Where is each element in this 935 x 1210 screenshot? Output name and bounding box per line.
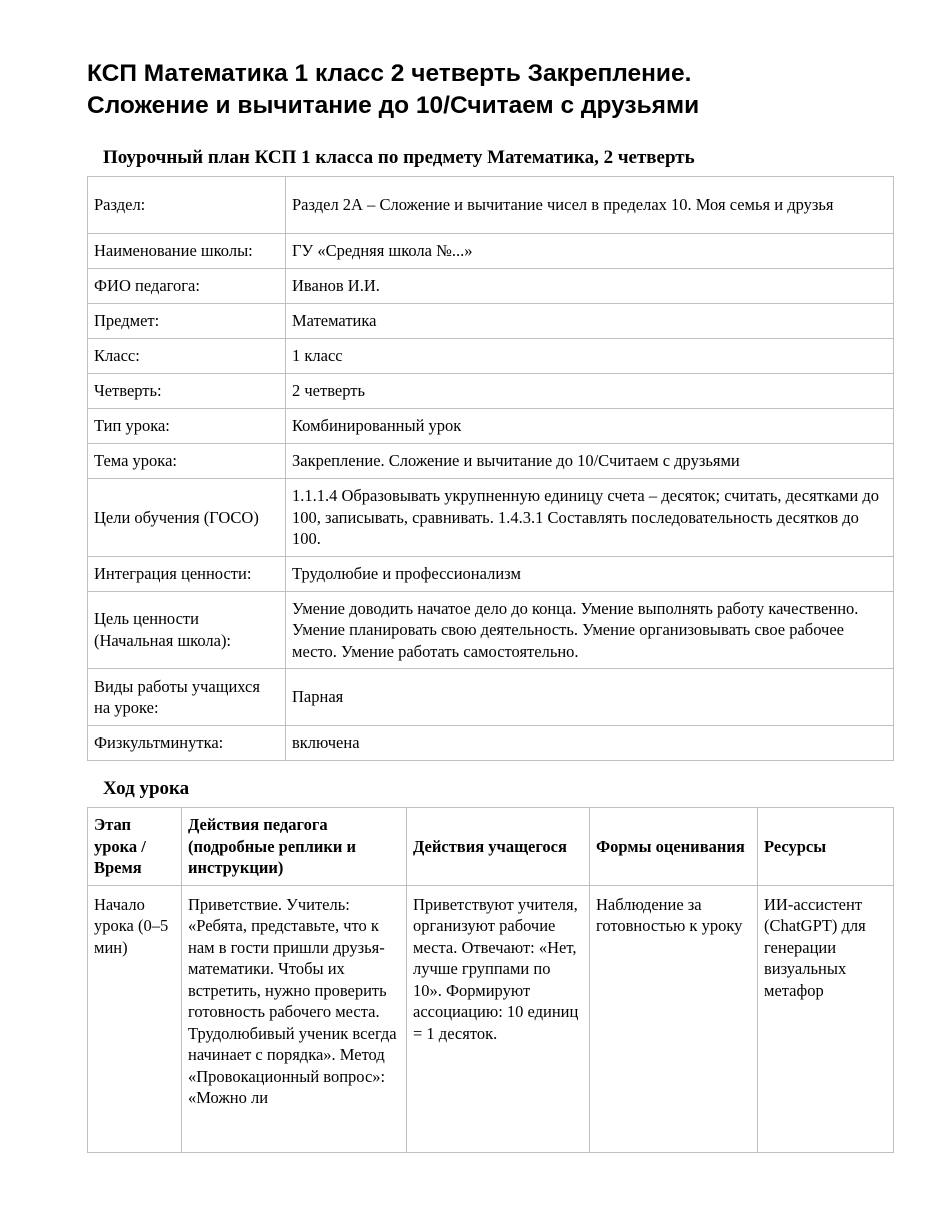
- info-value: 1 класс: [286, 339, 894, 374]
- header-resources: Ресурсы: [758, 808, 894, 886]
- table-row: [88, 374, 894, 409]
- info-label: Предмет:: [88, 304, 286, 339]
- info-label: Раздел:: [88, 177, 286, 234]
- table-row: [88, 726, 894, 761]
- info-value: 2 четверть: [286, 374, 894, 409]
- table-row: [88, 444, 894, 479]
- document-page: [87, 58, 893, 1153]
- info-label: Физкультминутка:: [88, 726, 286, 761]
- info-value: Закрепление. Сложение и вычитание до 10/Считаем с друзьями: [286, 444, 894, 479]
- course-heading: Ход урока: [103, 778, 190, 799]
- header-stage: Этап урока / Время: [88, 808, 182, 886]
- info-value: Парная: [286, 669, 894, 726]
- info-label: Тип урока:: [88, 409, 286, 444]
- info-label: Четверть:: [88, 374, 286, 409]
- table-row: [88, 269, 894, 304]
- header-assessment: Формы оценивания: [590, 808, 758, 886]
- plan-heading: Поурочный план КСП 1 класса по предмету Математика, 2 четверть: [103, 147, 695, 168]
- info-value: Трудолюбие и профессионализм: [286, 556, 894, 591]
- table-row: [88, 339, 894, 374]
- info-label: ФИО педагога:: [88, 269, 286, 304]
- table-row: [88, 885, 894, 1152]
- info-value: 1.1.1.4 Образовывать укрупненную единицу счета – десяток; считать, десятками до 100, записывать, сравнивать. 1.4.3.1 Составлять последовательность десятков до 100.: [286, 479, 894, 557]
- document-title: [87, 58, 893, 122]
- title-line-1: КСП Математика 1 класс 2 четверть Закрепление.: [87, 60, 692, 87]
- info-label: Класс:: [88, 339, 286, 374]
- table-row: [88, 479, 894, 557]
- step-assessment: Наблюдение за готовностью к уроку: [590, 885, 758, 1152]
- info-value: ГУ «Средняя школа №...»: [286, 234, 894, 269]
- table-row: [88, 409, 894, 444]
- step-student: Приветствуют учителя, организуют рабочие места. Отвечают: «Нет, лучше группами по 10». Формируют ассоциацию: 10 единиц = 1 десяток.: [407, 885, 590, 1152]
- step-stage: Начало урока (0–5 мин): [88, 885, 182, 1152]
- table-row: [88, 556, 894, 591]
- table-row: [88, 591, 894, 669]
- table-row: [88, 669, 894, 726]
- header-teacher: Действия педагога (подробные реплики и инструкции): [182, 808, 407, 886]
- step-resources: ИИ-ассистент (ChatGPT) для генерации визуальных метафор: [758, 885, 894, 1152]
- table-row: [88, 304, 894, 339]
- info-label: Цель ценности (Начальная школа):: [88, 591, 286, 669]
- info-label: Наименование школы:: [88, 234, 286, 269]
- table-row: [88, 177, 894, 234]
- info-value: Иванов И.И.: [286, 269, 894, 304]
- step-teacher: Приветствие. Учитель: «Ребята, представьте, что к нам в гости пришли друзья-математики. Чтобы их встретить, нужно проверить готовность рабочего места. Трудолюбивый ученик всегда начинает с порядка». Метод «Провокационный вопрос»: «Можно ли: [182, 885, 407, 1152]
- header-student: Действия учащегося: [407, 808, 590, 886]
- info-label: Цели обучения (ГОСО): [88, 479, 286, 557]
- info-label: Виды работы учащихся на уроке:: [88, 669, 286, 726]
- info-value: Математика: [286, 304, 894, 339]
- info-value: Раздел 2А – Сложение и вычитание чисел в пределах 10. Моя семья и друзья: [286, 177, 894, 234]
- info-value: Комбинированный урок: [286, 409, 894, 444]
- table-row: [88, 234, 894, 269]
- lesson-steps-table: [87, 807, 894, 1153]
- info-value: Умение доводить начатое дело до конца. Умение выполнять работу качественно. Умение планировать свою деятельность. Умение организовывать свое рабочее место. Умение работать самостоятельно.: [286, 591, 894, 669]
- info-value: включена: [286, 726, 894, 761]
- lesson-info-table: [87, 176, 894, 761]
- table-header-row: [88, 808, 894, 886]
- info-label: Тема урока:: [88, 444, 286, 479]
- title-line-2: Сложение и вычитание до 10/Считаем с друзьями: [87, 92, 700, 119]
- info-label: Интеграция ценности:: [88, 556, 286, 591]
